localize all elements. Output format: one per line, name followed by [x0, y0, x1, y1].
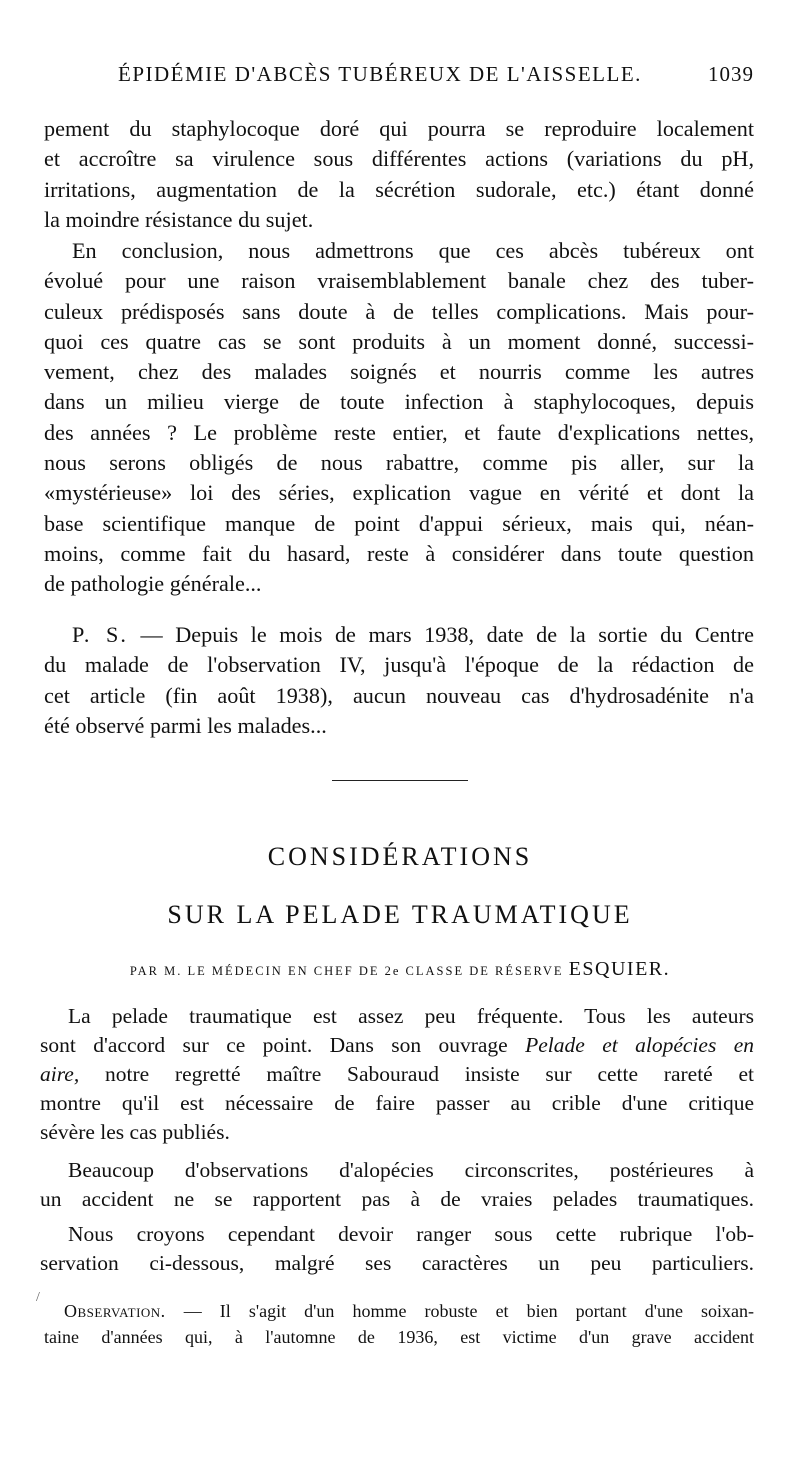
text-line: sévère les cas publiés.: [40, 1120, 230, 1144]
text-line: taine d'années qui, à l'automne de 1936, est victime d'un grave accident: [44, 1327, 754, 1347]
book-title: Pelade et alopécies en: [525, 1033, 754, 1057]
text-line: cet article (fin août 1938), aucun nouveau cas d'hydrosadénite n'a: [44, 682, 754, 708]
text-line: et accroître sa virulence sous différentes actions (variations du pH,: [44, 146, 754, 172]
text-line: été observé parmi les malades...: [44, 712, 327, 738]
section-divider: [332, 780, 468, 781]
observation-label: Observation.: [64, 1301, 166, 1321]
article-byline: [0, 958, 800, 981]
text-line: La pelade traumatique est assez peu fréquente. Tous les auteurs: [68, 1004, 754, 1028]
text-line: quoi ces quatre cas se sont produits à un moment donné, successi-: [44, 328, 754, 354]
third-paragraph: [40, 1220, 754, 1278]
article-title-line-2: SUR LA PELADE TRAUMATIQUE: [167, 900, 633, 929]
text-line: dans un milieu vierge de toute infection à staphylocoques, depuis: [44, 389, 754, 415]
conclusion-paragraph: [44, 236, 754, 600]
text-line: base scientifique manque de point d'appui sérieux, mais qui, néan-: [44, 510, 754, 536]
article-title-line-1: CONSIDÉRATIONS: [267, 842, 533, 871]
text-line: des années ? Le problème reste entier, et faute d'explications nettes,: [44, 419, 754, 445]
text-line: de pathologie générale...: [44, 571, 262, 597]
text-line: nous serons obligés de nous rabattre, comme pis aller, sur la: [44, 450, 754, 476]
book-title-end: aire,: [40, 1062, 80, 1086]
text-line: Nous croyons cependant devoir ranger sous cette rubrique l'ob-: [68, 1222, 754, 1246]
text-line: vement, chez des malades soignés et nourris comme les autres: [44, 359, 754, 385]
text-run: — Il s'agit d'un homme robuste et bien portant d'une soixan-: [165, 1301, 754, 1321]
continuation-paragraph: [44, 114, 754, 235]
page-number: 1039: [708, 62, 754, 86]
text-run: notre regretté maître Sabouraud insiste sur cette rareté et: [79, 1062, 754, 1086]
text-line: [40, 1060, 754, 1089]
byline-prefix: PAR M. LE MÉDECIN EN CHEF DE 2e CLASSE DE RÉSERVE: [129, 964, 564, 978]
intro-paragraph: [40, 1002, 754, 1147]
text-line: évolué pour une raison vraisemblablement banale chez des tuber-: [44, 268, 754, 294]
text-line: [44, 1298, 754, 1324]
postscript-lead: P. S.: [72, 622, 128, 647]
text-line: servation ci-dessous, malgré ses caractères un peu particuliers.: [40, 1251, 754, 1275]
observation-paragraph: [44, 1298, 754, 1350]
text-line: En conclusion, nous admettrons que ces abcès tubéreux ont: [72, 238, 754, 263]
author-name: ESQUIER.: [568, 958, 671, 980]
text-line: irritations, augmentation de la sécrétion sudorale, etc.) étant donné: [44, 176, 754, 202]
postscript-paragraph: [44, 620, 754, 741]
text-line: la moindre résistance du sujet.: [44, 206, 314, 232]
text-line: [44, 620, 754, 650]
text-line: «mystérieuse» loi des séries, explication vague en vérité et dont la: [44, 480, 754, 506]
margin-mark: /: [36, 1290, 40, 1305]
running-header: [118, 62, 754, 94]
second-paragraph: [40, 1156, 754, 1214]
text-line: pement du staphylocoque doré qui pourra se reproduire localement: [44, 116, 754, 141]
text-line: culeux prédisposés sans doute à de telles complications. Mais pour-: [44, 298, 754, 324]
text-run: sont d'accord sur ce point. Dans son ouvrage: [40, 1033, 526, 1057]
text-line: [40, 1031, 754, 1060]
postscript-text: — Depuis le mois de mars 1938, date de la sortie du Centre: [140, 622, 755, 647]
text-line: montre qu'il est nécessaire de faire passer au crible d'une critique: [40, 1091, 754, 1115]
text-line: Beaucoup d'observations d'alopécies circonscrites, postérieures à: [68, 1158, 754, 1182]
text-line: un accident ne se rapportent pas à de vraies pelades traumatiques.: [40, 1187, 754, 1211]
text-line: du malade de l'observation IV, jusqu'à l'époque de la rédaction de: [44, 652, 754, 678]
running-title: ÉPIDÉMIE D'ABCÈS TUBÉREUX DE L'AISSELLE.: [118, 62, 642, 86]
text-line: moins, comme fait du hasard, reste à considérer dans toute question: [44, 540, 754, 566]
